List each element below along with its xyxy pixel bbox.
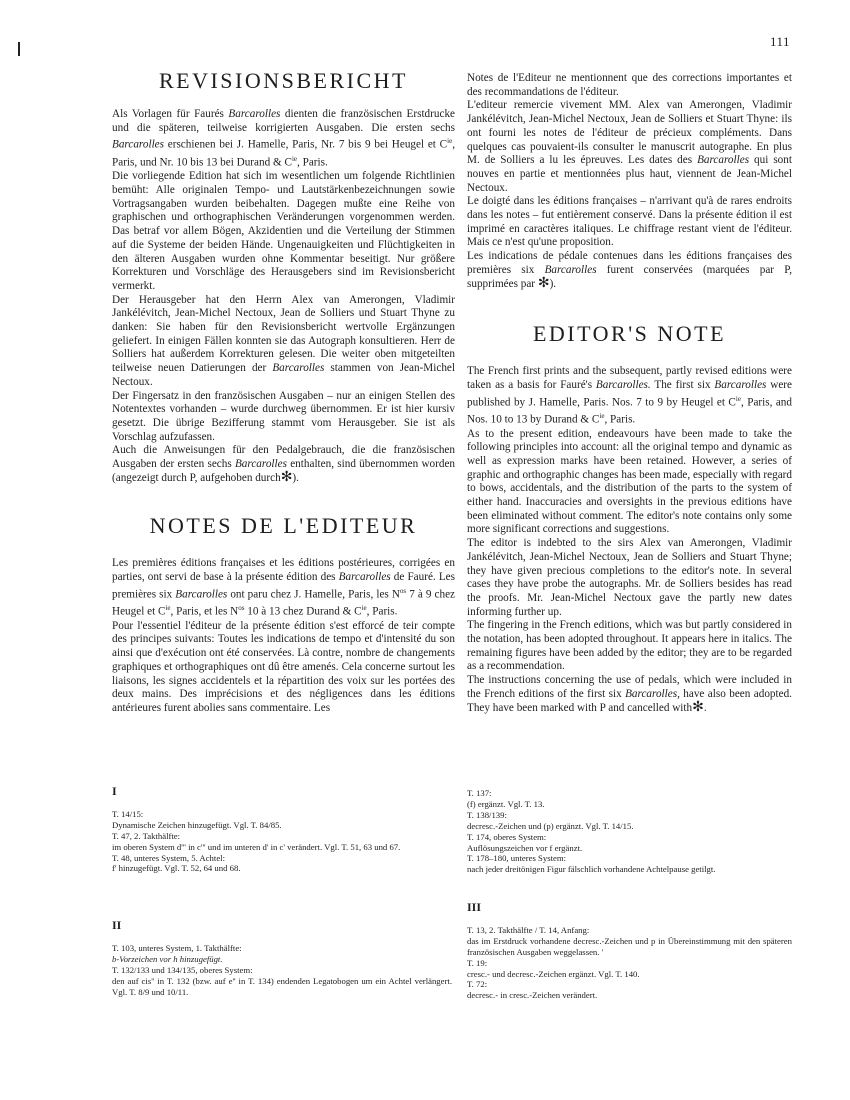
editors-note-heading: EDITOR'S NOTE xyxy=(532,321,727,347)
notes-editeur-paragraph-1: Les premières éditions françaises et les éditions postérieures, corrigées en parties, ont servi de base à la présente édition des Barcarolles de Fauré. Les premières six Barcarolles ont paru chez J. Hamelle, Paris, les $N^{os}$ 7 à 9 chez Heugel et $C^{ie}$, Paris, et les $N^{os}$ 10 à 13 chez Durand & $C^{ie}$, Paris. xyxy=(112,557,455,619)
editors-note-paragraph-2: As to the present edition, endeavours have been made to take the following principles into account: all the original tempo and dynamic as well as expression marks have been retained. However, a series of graphic and orthographic changes has been made, especially with regard to bows, accidentals, and the distribution of the parts to the system of either hand. Inaccuracies and oversights in the previous editions have been eliminated without comment. The editor's note contains only some more significant corrections and suggestions. xyxy=(467,427,792,536)
note-line: T. 132/133 und 134/135, oberes System: xyxy=(112,964,253,975)
note-line: T. 47, 2. Takthälfte: xyxy=(112,830,181,841)
note-line: T. 174, oberes System: xyxy=(467,831,547,842)
notes-editeur-heading: NOTES DE L'EDITEUR xyxy=(149,513,418,539)
revisionsbericht-paragraph-3: Der Herausgeber hat den Herrn Alex van Amerongen, Vladimir Jankélévitch, Jean-Michel Nectoux, Jean de Solliers und Stuart Thyne zu danken: Sie haben für den Revisionsbericht wertvolle Ergänzungen geliefert. In einigen Fällen konnten sie das Autograph konsultieren. Herr de Solliers hat außerdem Korrekturen gelesen. Die weiter oben mitgeteilten teilweise neuen Datierungen der Barcarolles stammen von Jean-Michel Nectoux. xyxy=(112,293,455,388)
revisionsbericht-paragraph-2: Die vorliegende Edition hat sich im wesentlichen um folgende Richtlinien bemüht: Alle originalen Tempo- und Lautstärkenbezeichnungen sowie Vortragsangaben wurden beibehalten. Dagegen mußte eine Reihe von graphischen und orthographischen Veränderungen vorgenommen werden. Das betraf vor allem Bögen, Akzidentien und die Verteilung der Stimmen auf die Systeme der beiden Hände. Ungenauigkeiten und Flüchtigkeiten in den älteren Ausgaben wurden ohne Kommentar beseitigt. Nur größere Korrekturen und Vorschläge des Herausgebers sind im Revisionsbericht vermerkt. xyxy=(112,170,455,292)
note-line: Auflösungszeichen vor f ergänzt. xyxy=(467,842,583,853)
note-line: T. 137: xyxy=(467,788,492,798)
pedal-release-icon: ✻ xyxy=(280,469,293,485)
note-line: decresc.-Zeichen und (p) ergänzt. Vgl. T. 14/15. xyxy=(467,820,634,831)
notes-editeur-paragraph-5: Les indications de pédale contenues dans les éditions françaises des premières six Barcarolles furent conservées (marquées par P, supprimées par ✻). xyxy=(467,250,792,291)
note-line: T. 103, unteres System, 1. Takthälfte: xyxy=(112,942,242,953)
editors-note-paragraph-4: The fingering in the French editions, which was but partly considered in the notation, has been adopted throughout. It appears here in italics. The remaining figures have been added by the editor; they are to be regarded as a recommendation. xyxy=(467,619,792,673)
note-line: Dynamische Zeichen hinzugefügt. Vgl. T. 84/85. xyxy=(112,819,282,830)
revision-notes-I xyxy=(112,786,452,874)
note-line: T. 14/15: xyxy=(112,808,144,819)
notes-editeur-paragraph-2-continued: Notes de l'Editeur ne mentionnent que des corrections importantes et des recommandations de l'éditeur. xyxy=(467,72,792,98)
note-line: T. 48, unteres System, 5. Achtel: xyxy=(112,852,225,863)
revisionsbericht-paragraph-4: Der Fingersatz in den französischen Ausgaben – nur an einigen Stellen des Notentextes vorhanden – wurde durchweg übernommen. Er ist hier kursiv gesetzt. Die übrige Bezifferung stammt vom Herausgeber. Sie ist als Vorschlag aufzufassen. xyxy=(112,389,455,443)
note-line: T. 19: xyxy=(467,957,488,968)
pedal-release-icon: ✻ xyxy=(692,699,704,715)
section-numeral: III xyxy=(467,900,482,914)
notes-editeur-paragraph-4: Le doigté dans les éditions françaises – n'arrivant qu'à de rares endroits dans les notes – fut entièrement conservé. Dans la présente édition il est imprimé en caractères italiques. Le chiffrage restant vient de l'éditeur. Mais ce n'est qu'une proposition. xyxy=(467,195,792,249)
revisionsbericht-paragraph-1: Als Vorlagen für Faurés Barcarolles dienten die französischen Erstdrucke und die späteren, teilweise korrigierten Ausgaben. Die ersten sechs Barcarolles erschienen bei J. Hamelle, Paris, Nr. 7 bis 9 bei Heugel et $C^{ie}$, Paris, und Nr. 10 bis 13 bei Durand & $C^{ie}$, Paris. xyxy=(112,108,455,169)
revisionsbericht-paragraph-5: Auch die Anweisungen für den Pedalgebrauch, die die französischen Ausgaben der ersten sechs Barcarolles enthalten, sind übernommen worden (angezeigt durch P, aufgehoben durch✻). xyxy=(112,444,455,485)
note-line: (f) ergänzt. Vgl. T. 13. xyxy=(467,798,545,809)
note-line: nach jeder dreitönigen Figur fälschlich vorhandene Achtelpause getilgt. xyxy=(467,864,716,875)
left-column xyxy=(112,68,455,716)
note-line: den auf cis'' in T. 132 (bzw. auf e'' in T. 134) endenden Legatobogen um ein Achtel verlängert. Vgl. T. 8/9 und 10/11. xyxy=(112,975,452,997)
revision-notes-II xyxy=(112,920,452,997)
note-line: das im Erstdruck vorhandene decresc.-Zeichen und p in Übereinstimmung mit den späteren französischen Ausgaben weggelassen. ' xyxy=(467,935,792,957)
note-line: cresc.- und decresc.-Zeichen ergänzt. Vgl. T. 140. xyxy=(467,968,640,979)
note-line: b-Vorzeichen vor h hinzugefügt. xyxy=(112,953,223,964)
note-line: T. 72: xyxy=(467,979,488,990)
notes-editeur-paragraph-2: Pour l'essentiel l'éditeur de la présente édition s'est efforcé de teir compte des principes suivants: Toutes les indications de tempo et d'intensité du son ainsi que d'exécution ont été conservées. Là contre, nombre de changements graphiques et orthographiques ont dû être amenés. Cela concerne surtout les liaisons, les signes accidentels et la répartition des voix sur les portées des deux mains. Des imprécisions et des négligences dans les éditions antérieures furent abolies sans commentaire. Les xyxy=(112,619,455,714)
editors-note-paragraph-5: The instructions concerning the use of pedals, which were included in the French editions of the first six Barcarolles, have also been adopted. They have been marked with P and cancelled with✻. xyxy=(467,674,792,715)
note-line: T. 138/139: xyxy=(467,809,507,820)
notes-editeur-paragraph-3: L'editeur remercie vivement MM. Alex van Amerongen, Vladimir Jankélévitch, Jean-Michel Nectoux, Jean de Solliers et Stuart Thyne: ils ont fourni les notes de l'éditeur de précieux compléments. Dans quelques cas pouvaient-ils consulter le manuscrit autographe. En plus M. de Solliers a lu les épreuves. Les dates des Barcarolles qui sont nouves en partie et mentionnées plus haut, viennent de Jean-Michel Nectoux. xyxy=(467,99,792,194)
note-line: T. 13, 2. Takthälfte / T. 14, Anfang: xyxy=(467,924,590,935)
page-number: 111 xyxy=(769,34,790,49)
section-numeral: II xyxy=(112,918,122,932)
note-line: im oberen System d''' in c''' und im unteren d' in c' verändert. Vgl. T. 51, 63 und 67. xyxy=(112,841,401,852)
note-line: f' hinzugefügt. Vgl. T. 52, 64 und 68. xyxy=(112,863,241,874)
revision-notes-I-continued xyxy=(467,788,792,875)
revisionsbericht-heading: REVISIONSBERICHT xyxy=(158,68,408,93)
right-column xyxy=(467,72,792,715)
editors-note-paragraph-1: The French first prints and the subsequent, partly revised editions were taken as a basis for Fauré's Barcarolles. The first six Barcarolles were published by J. Hamelle, Paris. Nos. 7 to 9 by Heugel et $C^{ie}$, Paris, and Nos. 10 to 13 by Durand & $C^{ie}$, Paris. xyxy=(467,365,792,426)
revision-notes-III xyxy=(467,902,792,1001)
note-line: T. 178–180, unteres System: xyxy=(467,853,567,864)
note-line: decresc.- in cresc.-Zeichen verändert. xyxy=(467,990,598,1001)
margin-mark xyxy=(18,42,20,56)
editors-note-paragraph-3: The editor is indebted to the sirs Alex van Amerongen, Vladimir Jankélévitch, Jean-Michel Nectoux, Jean de Solliers and Stuart Thyne; they have given precious completions to the editor's note. In several cases they have probe the autographs. Mr. de Solliers besides has read the proofs. Mr. Jean-Michel Nectoux gave the partly new dates informing further up. xyxy=(467,537,792,618)
section-numeral: I xyxy=(112,784,117,798)
pedal-release-icon: ✻ xyxy=(537,275,550,291)
